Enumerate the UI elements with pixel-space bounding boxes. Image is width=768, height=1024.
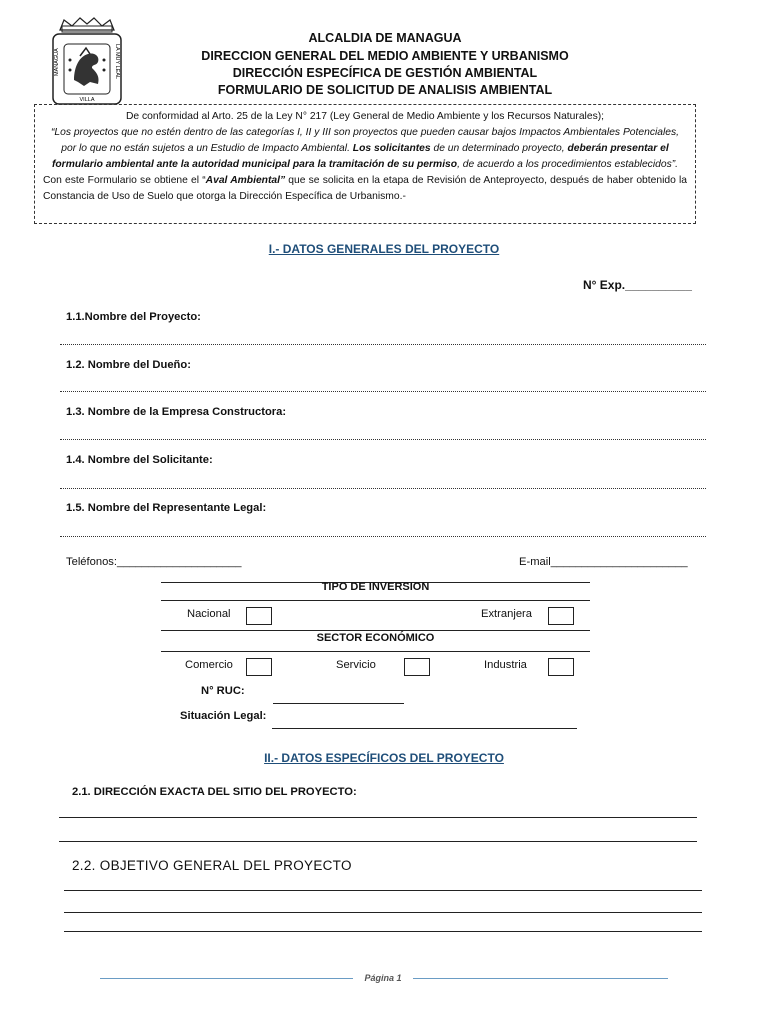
field-line-legal-representative[interactable]	[60, 536, 706, 537]
seal-bottom-text: VILLA	[79, 97, 95, 103]
objective-line-1[interactable]	[64, 890, 702, 891]
industria-checkbox[interactable]	[548, 658, 574, 676]
objective-line-2[interactable]	[64, 912, 702, 913]
field-label-legal-representative: 1.5. Nombre del Representante Legal:	[66, 502, 267, 514]
field-line-project-name[interactable]	[60, 344, 706, 345]
field-label-owner-name: 1.2. Nombre del Dueño:	[66, 359, 191, 371]
comercio-checkbox[interactable]	[246, 658, 272, 676]
email-field[interactable]: E-mail______________________	[519, 556, 688, 568]
field-line-applicant-name[interactable]	[60, 488, 706, 489]
legal-status-input-line[interactable]	[272, 728, 577, 729]
page-number: Página 1	[364, 973, 402, 983]
field-line-owner-name[interactable]	[60, 391, 706, 392]
section-2-title: II.- DATOS ESPECÍFICOS DEL PROYECTO	[264, 751, 504, 765]
comercio-label: Comercio	[185, 659, 233, 671]
footer-rule-left	[100, 978, 353, 979]
notice-aval: Con este Formulario se obtiene el “Aval Ambiental” que se solicita en la etapa de Revisión de Anteproyecto, después de haber obtenido la Constancia de Uso de Suelo que otorga la Dirección Específica de Urbanismo.-	[43, 175, 688, 202]
field-label-project-name: 1.1.Nombre del Proyecto:	[66, 311, 201, 323]
servicio-label: Servicio	[336, 659, 376, 671]
servicio-checkbox[interactable]	[404, 658, 430, 676]
field-label-construction-company: 1.3. Nombre de la Empresa Constructora:	[66, 406, 287, 418]
ruc-input-line[interactable]	[273, 703, 404, 704]
economic-sector-heading: SECTOR ECONÓMICO	[316, 632, 435, 644]
municipal-seal	[50, 16, 124, 106]
industria-label: Industria	[484, 659, 527, 671]
investment-type-heading: TIPO DE INVERSION	[321, 581, 430, 593]
header-line-4: FORMULARIO DE SOLICITUD DE ANALISIS AMBIENTAL	[217, 83, 553, 97]
site-address-label: 2.1. DIRECCIÓN EXACTA DEL SITIO DEL PROYECTO:	[72, 786, 357, 798]
site-address-line-1[interactable]	[59, 817, 697, 818]
notice-quote: “Los proyectos que no estén dentro de las categorías I, II y III son proyectos que pueden causar bajos Impactos Ambientales Potenciales, por lo que no están sujetos a un Estudio de Impacto Ambiental. Los solicitantes de un determinado proyecto, deberán presentar el formulario ambiental ante la autoridad municipal para la tramitación de su permiso, de acuerdo a los procedimientos establecidos”.	[50, 127, 680, 170]
legal-notice-box	[34, 104, 696, 224]
objective-line-3[interactable]	[64, 931, 702, 932]
footer-rule-right	[413, 978, 668, 979]
seal-left-text: MANAGUA	[54, 48, 60, 76]
field-line-construction-company[interactable]	[60, 439, 706, 440]
site-address-line-2[interactable]	[59, 841, 697, 842]
phone-field[interactable]: Teléfonos:____________________	[66, 556, 242, 568]
header-line-2: DIRECCION GENERAL DEL MEDIO AMBIENTE Y URBANISMO	[201, 49, 569, 63]
table-rule	[161, 600, 590, 601]
extranjera-label: Extranjera	[481, 608, 532, 620]
header-line-3: DIRECCIÓN ESPECÍFICA DE GESTIÓN AMBIENTAL	[232, 66, 538, 80]
seal-right-text: LA MUY LEAL	[114, 44, 120, 80]
nacional-label: Nacional	[187, 608, 231, 620]
extranjera-checkbox[interactable]	[548, 607, 574, 625]
objective-label: 2.2. OBJETIVO GENERAL DEL PROYECTO	[72, 858, 352, 873]
notice-intro: De conformidad al Arto. 25 de la Ley N° 217 (Ley General de Medio Ambiente y los Recursos Naturales);	[125, 111, 605, 122]
section-1-title: I.- DATOS GENERALES DEL PROYECTO	[268, 242, 500, 256]
header-line-1: ALCALDIA DE MANAGUA	[308, 31, 462, 45]
table-rule	[161, 630, 590, 631]
expediente-number[interactable]: N° Exp.__________	[583, 278, 692, 292]
legal-status-label: Situación Legal:	[180, 710, 267, 722]
table-rule	[161, 651, 590, 652]
nacional-checkbox[interactable]	[246, 607, 272, 625]
ruc-label: N° RUC:	[201, 685, 245, 697]
field-label-applicant-name: 1.4. Nombre del Solicitante:	[66, 454, 213, 466]
